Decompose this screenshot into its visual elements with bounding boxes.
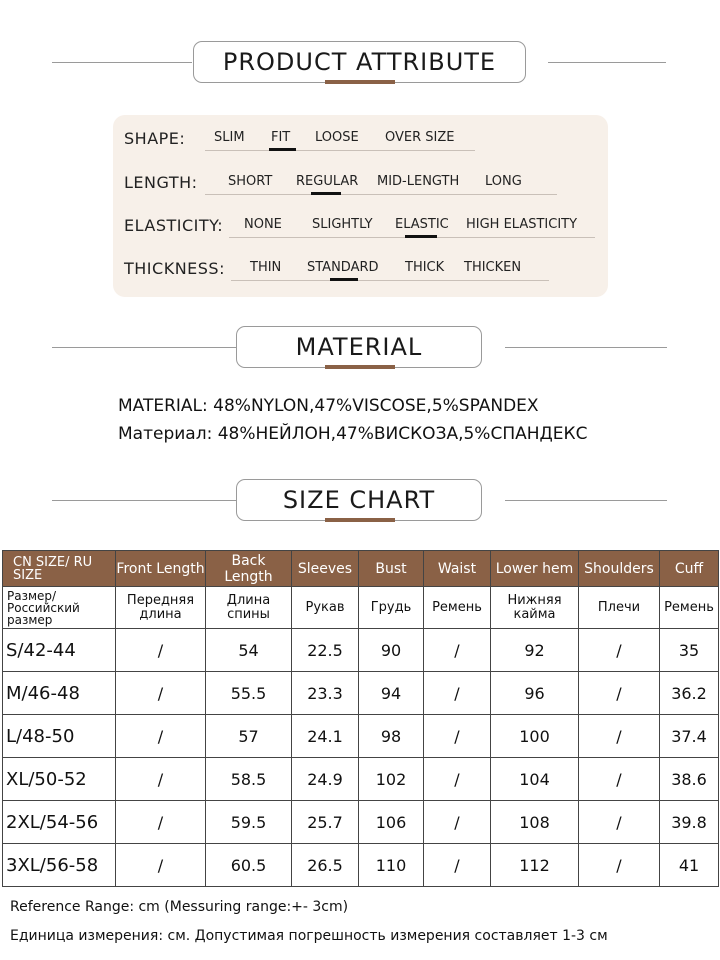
attribute-row-elasticity [113,210,608,240]
table-cell: 100 [491,715,579,758]
header-line-left [52,62,192,63]
table-cell: / [424,672,491,715]
table-cell: / [116,844,206,887]
material-title: MATERIAL [236,326,482,368]
attribute-option: LOOSE [315,130,359,145]
table-cell: 90 [359,629,424,672]
table-cell: 104 [491,758,579,801]
table-cell: / [116,672,206,715]
attribute-label: SHAPE: [124,129,186,148]
attribute-label: LENGTH: [124,173,198,192]
table-row [3,672,719,715]
header-cell: Back Length [206,551,292,587]
table-cell: 92 [491,629,579,672]
attribute-option: MID-LENGTH [377,174,460,189]
table-cell: 112 [491,844,579,887]
table-cell: / [579,672,660,715]
table-row [3,801,719,844]
table-cell: 96 [491,672,579,715]
table-cell: / [116,801,206,844]
table-cell: 94 [359,672,424,715]
product-attribute-header [0,41,720,85]
table-cell: / [116,629,206,672]
material-text-ru: Материал: 48%НЕЙЛОН,47%ВИСКОЗА,5%СПАНДЕКС [118,424,588,444]
reference-range-note: Reference Range: cm (Messuring range:+- 3cm) [10,899,349,915]
header-cell: Waist [424,551,491,587]
size-chart-table [2,550,719,887]
table-cell: 55.5 [206,672,292,715]
header-line-left [52,347,236,348]
table-cell: 2XL/54-56 [3,801,116,844]
table-cell: / [579,758,660,801]
product-attribute-title: PRODUCT ATTRIBUTE [193,41,526,83]
attribute-row-thickness [113,253,608,283]
attribute-option: HIGH ELASTICITY [466,217,578,232]
header-cell: Нижняя кайма [491,587,579,629]
table-cell: 54 [206,629,292,672]
attribute-label: ELASTICITY: [124,216,224,235]
size-chart-title: SIZE CHART [236,479,482,521]
selected-indicator [405,235,437,238]
table-cell: / [424,758,491,801]
table-cell: M/46-48 [3,672,116,715]
header-cell: Плечи [579,587,660,629]
table-cell: 41 [660,844,719,887]
header-line-right [505,347,667,348]
table-cell: XL/50-52 [3,758,116,801]
attribute-option: SHORT [228,174,273,189]
table-cell: 3XL/56-58 [3,844,116,887]
selected-indicator [311,192,341,195]
table-cell: / [579,629,660,672]
table-cell: / [424,629,491,672]
table-cell: / [424,715,491,758]
table-cell: / [116,715,206,758]
table-cell: 37.4 [660,715,719,758]
table-row [3,758,719,801]
table-cell: 108 [491,801,579,844]
attribute-option: NONE [244,217,282,232]
material-text-en: MATERIAL: 48%NYLON,47%VISCOSE,5%SPANDEX [118,396,539,416]
size-chart-header [0,479,720,523]
header-line-left [52,500,236,501]
table-cell: / [579,801,660,844]
header-cell: Sleeves [292,551,359,587]
attribute-baseline [205,194,557,195]
selected-indicator [330,278,358,281]
attribute-option: ELASTIC [395,217,449,232]
table-cell: 24.1 [292,715,359,758]
attribute-option: SLIGHTLY [312,217,373,232]
header-cell: Cuff [660,551,719,587]
table-cell: 24.9 [292,758,359,801]
table-cell: 22.5 [292,629,359,672]
header-cell: Ремень [424,587,491,629]
header-cell: Рукав [292,587,359,629]
attribute-row-shape [113,123,608,153]
attribute-option: THICK [405,260,445,275]
table-cell: 38.6 [660,758,719,801]
table-row [3,844,719,887]
header-row-en [3,551,719,587]
attribute-option: THICKEN [464,260,522,275]
header-row-ru [3,587,719,629]
table-row [3,629,719,672]
attribute-option: FIT [271,130,291,145]
header-cell: Грудь [359,587,424,629]
table-cell: / [116,758,206,801]
table-cell: S/42-44 [3,629,116,672]
attribute-option: SLIM [214,130,245,145]
header-cell: Размер/ Российский размер [3,587,116,629]
header-cell: Передняя длина [116,587,206,629]
table-cell: 57 [206,715,292,758]
header-line-right [505,500,667,501]
header-line-right [548,62,666,63]
material-header [0,326,720,370]
header-cell: Bust [359,551,424,587]
header-cell: Front Length [116,551,206,587]
table-cell: 102 [359,758,424,801]
header-cell: CN SIZE/ RU SIZE [3,551,116,587]
table-cell: / [424,844,491,887]
header-accent [325,518,395,522]
attribute-panel [113,115,608,297]
attribute-baseline [231,280,549,281]
table-cell: 23.3 [292,672,359,715]
table-cell: 25.7 [292,801,359,844]
table-row [3,715,719,758]
table-cell: / [424,801,491,844]
table-cell: 36.2 [660,672,719,715]
header-cell: Длина спины [206,587,292,629]
attribute-option: THIN [250,260,282,275]
table-cell: 58.5 [206,758,292,801]
header-accent [325,80,395,84]
table-cell: 110 [359,844,424,887]
header-accent [325,365,395,369]
table-cell: 26.5 [292,844,359,887]
selected-indicator [269,148,296,151]
table-cell: 39.8 [660,801,719,844]
table-cell: 59.5 [206,801,292,844]
attribute-option: OVER SIZE [385,130,455,145]
attribute-option: REGULAR [296,174,359,189]
attribute-option: LONG [485,174,522,189]
reference-range-note-ru: Единица измерения: см. Допустимая погрешность измерения составляет 1-3 см [10,928,608,944]
header-cell: Lower hem [491,551,579,587]
attribute-baseline [205,150,475,151]
table-cell: 106 [359,801,424,844]
table-cell: / [579,715,660,758]
table-cell: 60.5 [206,844,292,887]
header-cell: Ремень [660,587,719,629]
attribute-row-length [113,167,608,197]
table-cell: / [579,844,660,887]
header-cell: Shoulders [579,551,660,587]
table-cell: 35 [660,629,719,672]
table-cell: L/48-50 [3,715,116,758]
attribute-option: STANDARD [307,260,379,275]
attribute-label: THICKNESS: [124,259,225,278]
table-cell: 98 [359,715,424,758]
